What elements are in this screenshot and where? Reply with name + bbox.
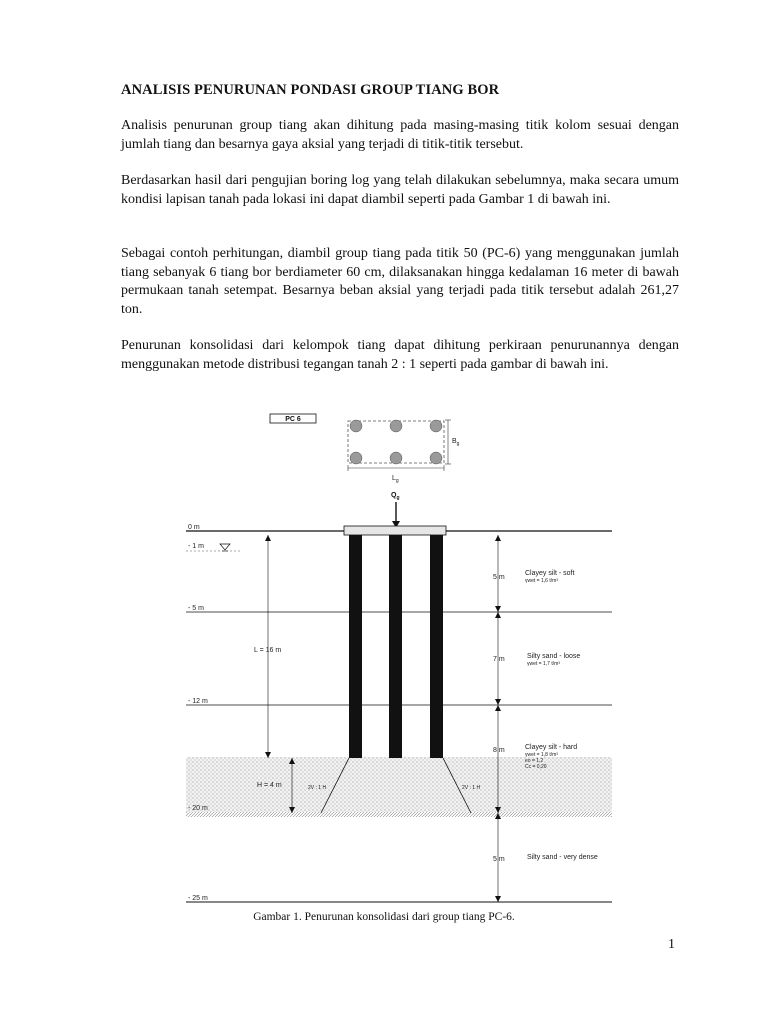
load-label: $Q_g$ bbox=[391, 492, 400, 501]
layer-1-prop-1: γwet = 1,6 t/m³ bbox=[525, 578, 558, 584]
hard-clay-zone bbox=[186, 757, 612, 813]
paragraph-4: Penurunan konsolidasi dari kelompok tiang dapat dihitung perkiraan penurunannya dengan menggunakan metode distribusi tegangan tanah 2 : 1 seperti pada gambar di bawah ini. bbox=[121, 338, 679, 372]
paragraph-3: Sebagai contoh perhitungan, diambil group tiang pada titik 50 (PC-6) yang menggunakan jumlah tiang sebanyak 6 tiang bor berdiameter 60 cm, dilaksanakan hingga kedalaman 16 meter di bawah permukaan tanah setempat. Besarnya beban aksial yang terjadi pada titik tersebut adalah 261,27 ton. bbox=[121, 246, 679, 317]
layer-3-thickness: 8 m bbox=[493, 747, 505, 754]
layer-1-thickness: 5 m bbox=[493, 574, 505, 581]
pile-right bbox=[430, 535, 443, 758]
layer-3-prop-3: Cc = 0,20 bbox=[525, 764, 547, 770]
layer-4-thickness: 5 m bbox=[493, 856, 505, 863]
pile-left bbox=[349, 535, 362, 758]
layer-3-name: Clayey silt - hard bbox=[525, 744, 578, 751]
layer-2-prop-1: γwet = 1,7 t/m³ bbox=[527, 661, 560, 667]
depth-0: 0 m bbox=[188, 524, 200, 531]
paragraph-1: Analisis penurunan group tiang akan dihitung pada masing-masing titik kolom sesuai dengan jumlah tiang dan besarnya gaya aksial yang terjadi di titik-titik tersebut. bbox=[121, 118, 679, 152]
water-table-icon bbox=[220, 544, 230, 550]
pile-group-settlement-figure bbox=[180, 405, 620, 915]
layer-boundary-hatch bbox=[186, 812, 612, 817]
layer-2-name: Silty sand - loose bbox=[527, 653, 581, 660]
depth-1: - 1 m bbox=[188, 543, 204, 550]
figure-drawing bbox=[180, 405, 620, 915]
pile-middle bbox=[389, 535, 402, 758]
layer-3-prop-2: eo = 1,2 bbox=[525, 758, 544, 764]
page-number: 1 bbox=[668, 937, 675, 952]
slope-left-label: 2V : 1 H bbox=[308, 785, 327, 791]
layer-3-prop-1: γwet = 1,8 t/m³ bbox=[525, 752, 558, 758]
document-title: ANALISIS PENURUNAN PONDASI GROUP TIANG BOR bbox=[121, 82, 500, 98]
h-label: H = 4 m bbox=[257, 782, 282, 789]
pile-length-label: L = 16 m bbox=[254, 647, 282, 654]
depth-25: - 25 m bbox=[188, 895, 208, 902]
bg-label: $B_g$ bbox=[452, 438, 460, 447]
layer-2-thickness: 7 m bbox=[493, 656, 505, 663]
depth-20: - 20 m bbox=[188, 805, 208, 812]
depth-5: - 5 m bbox=[188, 605, 204, 612]
figure-caption: Gambar 1. Penurunan konsolidasi dari group tiang PC-6. bbox=[253, 911, 515, 923]
paragraph-2: Berdasarkan hasil dari pengujian boring log yang telah dilakukan sebelumnya, maka secara umum kondisi lapisan tanah pada lokasi ini dapat diambil seperti pada Gambar 1 di bawah ini. bbox=[121, 173, 679, 207]
layer-1-name: Clayey silt - soft bbox=[525, 570, 575, 577]
depth-12: - 12 m bbox=[188, 698, 208, 705]
slope-right-label: 2V : 1 H bbox=[462, 785, 481, 791]
pile-plan-circles bbox=[350, 420, 442, 464]
pile-cap bbox=[344, 526, 446, 535]
lg-label: $L_g$ bbox=[392, 475, 399, 484]
layer-4-name: Silty sand - very dense bbox=[527, 854, 598, 861]
plan-label: PC 6 bbox=[285, 416, 301, 423]
